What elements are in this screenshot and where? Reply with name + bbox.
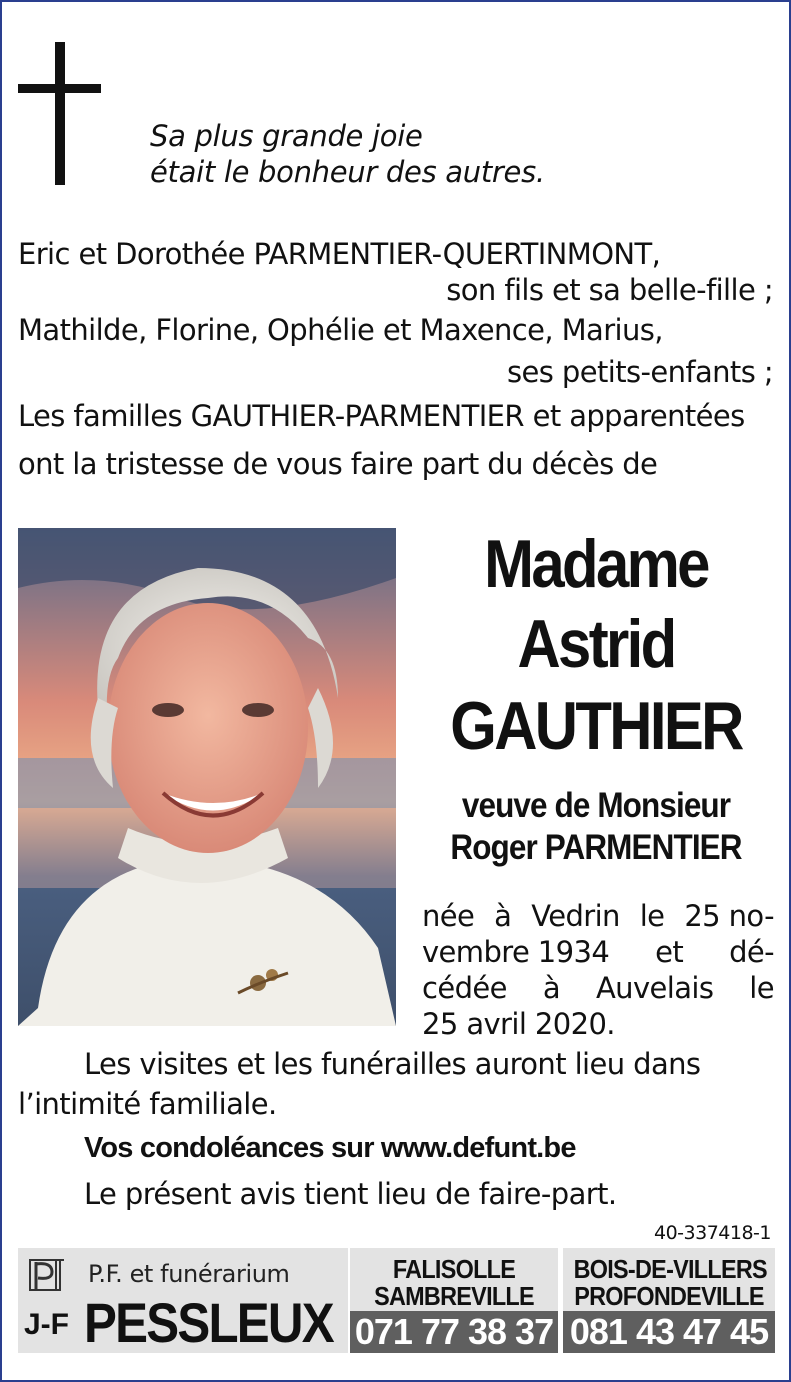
widow-line: veuve de Monsieur: [461, 786, 731, 825]
text-word: le: [749, 971, 774, 1005]
visits-line: l’intimité familiale.: [18, 1087, 277, 1121]
notice-line: Le présent avis tient lieu de faire-part.: [84, 1177, 617, 1211]
text-word: 25 no-: [684, 899, 774, 933]
deceased-last-name: GAUTHIER: [450, 688, 742, 764]
condolences-link[interactable]: Vos condoléances sur www.defunt.be: [84, 1132, 576, 1164]
deceased-title: Madame: [484, 526, 708, 602]
family-line: Mathilde, Florine, Ophélie et Maxence, Marius,: [18, 313, 663, 347]
location-town: PROFONDEVILLE: [574, 1281, 764, 1311]
funeral-home-type: P.F. et funérarium: [88, 1260, 290, 1288]
text-word: Vedrin: [531, 899, 620, 933]
text-word: le: [639, 899, 665, 933]
funeral-home-name: PESSLEUX: [84, 1291, 333, 1354]
deceased-first-name: Astrid: [517, 606, 675, 682]
text-word: Auvelais: [595, 971, 714, 1005]
portrait-photo: [18, 528, 396, 1026]
birth-death-text: [422, 898, 774, 1042]
family-line: son fils et sa belle-fille ;: [446, 273, 773, 307]
family-line: Eric et Dorothée PARMENTIER-QUERTINMONT,: [18, 237, 661, 271]
reference-number: 40-337418-1: [653, 1222, 771, 1244]
family-line: Les familles GAUTHIER-PARMENTIER et apparentées: [18, 399, 745, 433]
text-word: 25 avril 2020.: [422, 1007, 615, 1041]
location-town: FALISOLLE: [392, 1254, 516, 1284]
text-word: dé-: [729, 935, 774, 969]
phone-number[interactable]: 081 43 47 45: [563, 1311, 775, 1353]
text-word: et: [655, 935, 684, 969]
visits-line: Les visites et les funérailles auront lieu dans: [84, 1047, 701, 1081]
text-word: née: [422, 899, 475, 933]
text-word: à: [542, 971, 560, 1005]
text-word: à: [494, 899, 512, 933]
epigraph: [150, 118, 545, 190]
cross-icon: [55, 42, 65, 185]
epigraph-line: était le bonheur des autres.: [150, 155, 545, 189]
phone-number[interactable]: 071 77 38 37: [350, 1311, 558, 1353]
cross-icon-bar: [18, 84, 101, 93]
location-town: BOIS-DE-VILLERS: [573, 1254, 767, 1284]
widow-line: Roger PARMENTIER: [450, 828, 742, 867]
funeral-home-logo-icon: [28, 1256, 68, 1294]
location-falisolle: [350, 1248, 558, 1353]
location-bois-de-villers: [563, 1248, 775, 1353]
funeral-home-prefix: J-F: [24, 1308, 69, 1341]
family-line: ont la tristesse de vous faire part du décès de: [18, 447, 658, 481]
text-word: cédée: [422, 971, 507, 1005]
family-line: ses petits-enfants ;: [507, 355, 773, 389]
text-word: vembre 1934: [422, 935, 610, 969]
funeral-home-block: [18, 1248, 348, 1353]
epigraph-line: Sa plus grande joie: [150, 119, 423, 153]
location-town: SAMBREVILLE: [374, 1281, 534, 1311]
